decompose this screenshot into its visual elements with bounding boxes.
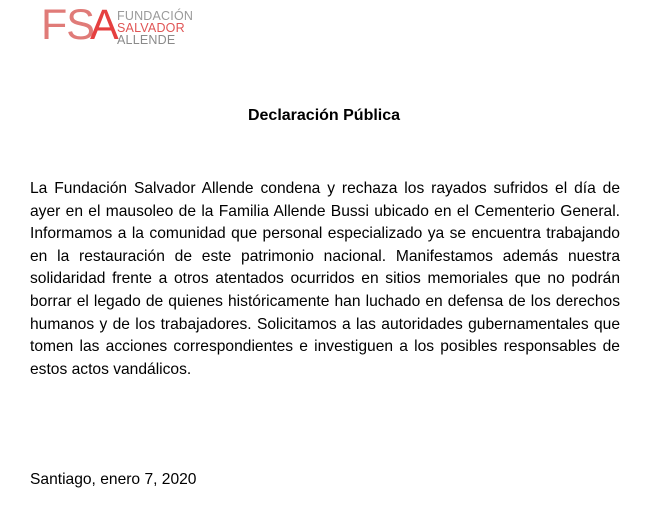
logo-text-fundacion: FUNDACIÓN <box>117 9 194 23</box>
logo-text-salvador: SALVADOR <box>117 21 185 35</box>
logo-text-allende: ALLENDE <box>117 33 176 47</box>
logo-initial-a: A <box>90 1 119 49</box>
fundacion-logo <box>41 1 194 49</box>
logo-initials-fs: FS <box>41 1 94 49</box>
document-title: Declaración Pública <box>247 107 401 124</box>
place-date: Santiago, enero 7, 2020 <box>30 471 197 488</box>
document-body: La Fundación Salvador Allende condena y rechaza los rayados sufridos el día de ayer en el mausoleo de la Familia Allende Bussi ubicado en el Cementerio General. Informamos a la comunidad que personal especializado ya se encuentra trabajando en la restauración de este patrimonio nacional. Manifestamos además nuestra solidaridad frente a otros atentados ocurridos en sitios memoriales que no podrán borrar el legado de quienes históricamente han luchado en defensa de los derechos humanos y de los trabajadores. Solicitamos a las autoridades gubernamentales que tomen las acciones correspondientes e investiguen a los posibles responsables de estos actos vandálicos. <box>30 180 620 378</box>
